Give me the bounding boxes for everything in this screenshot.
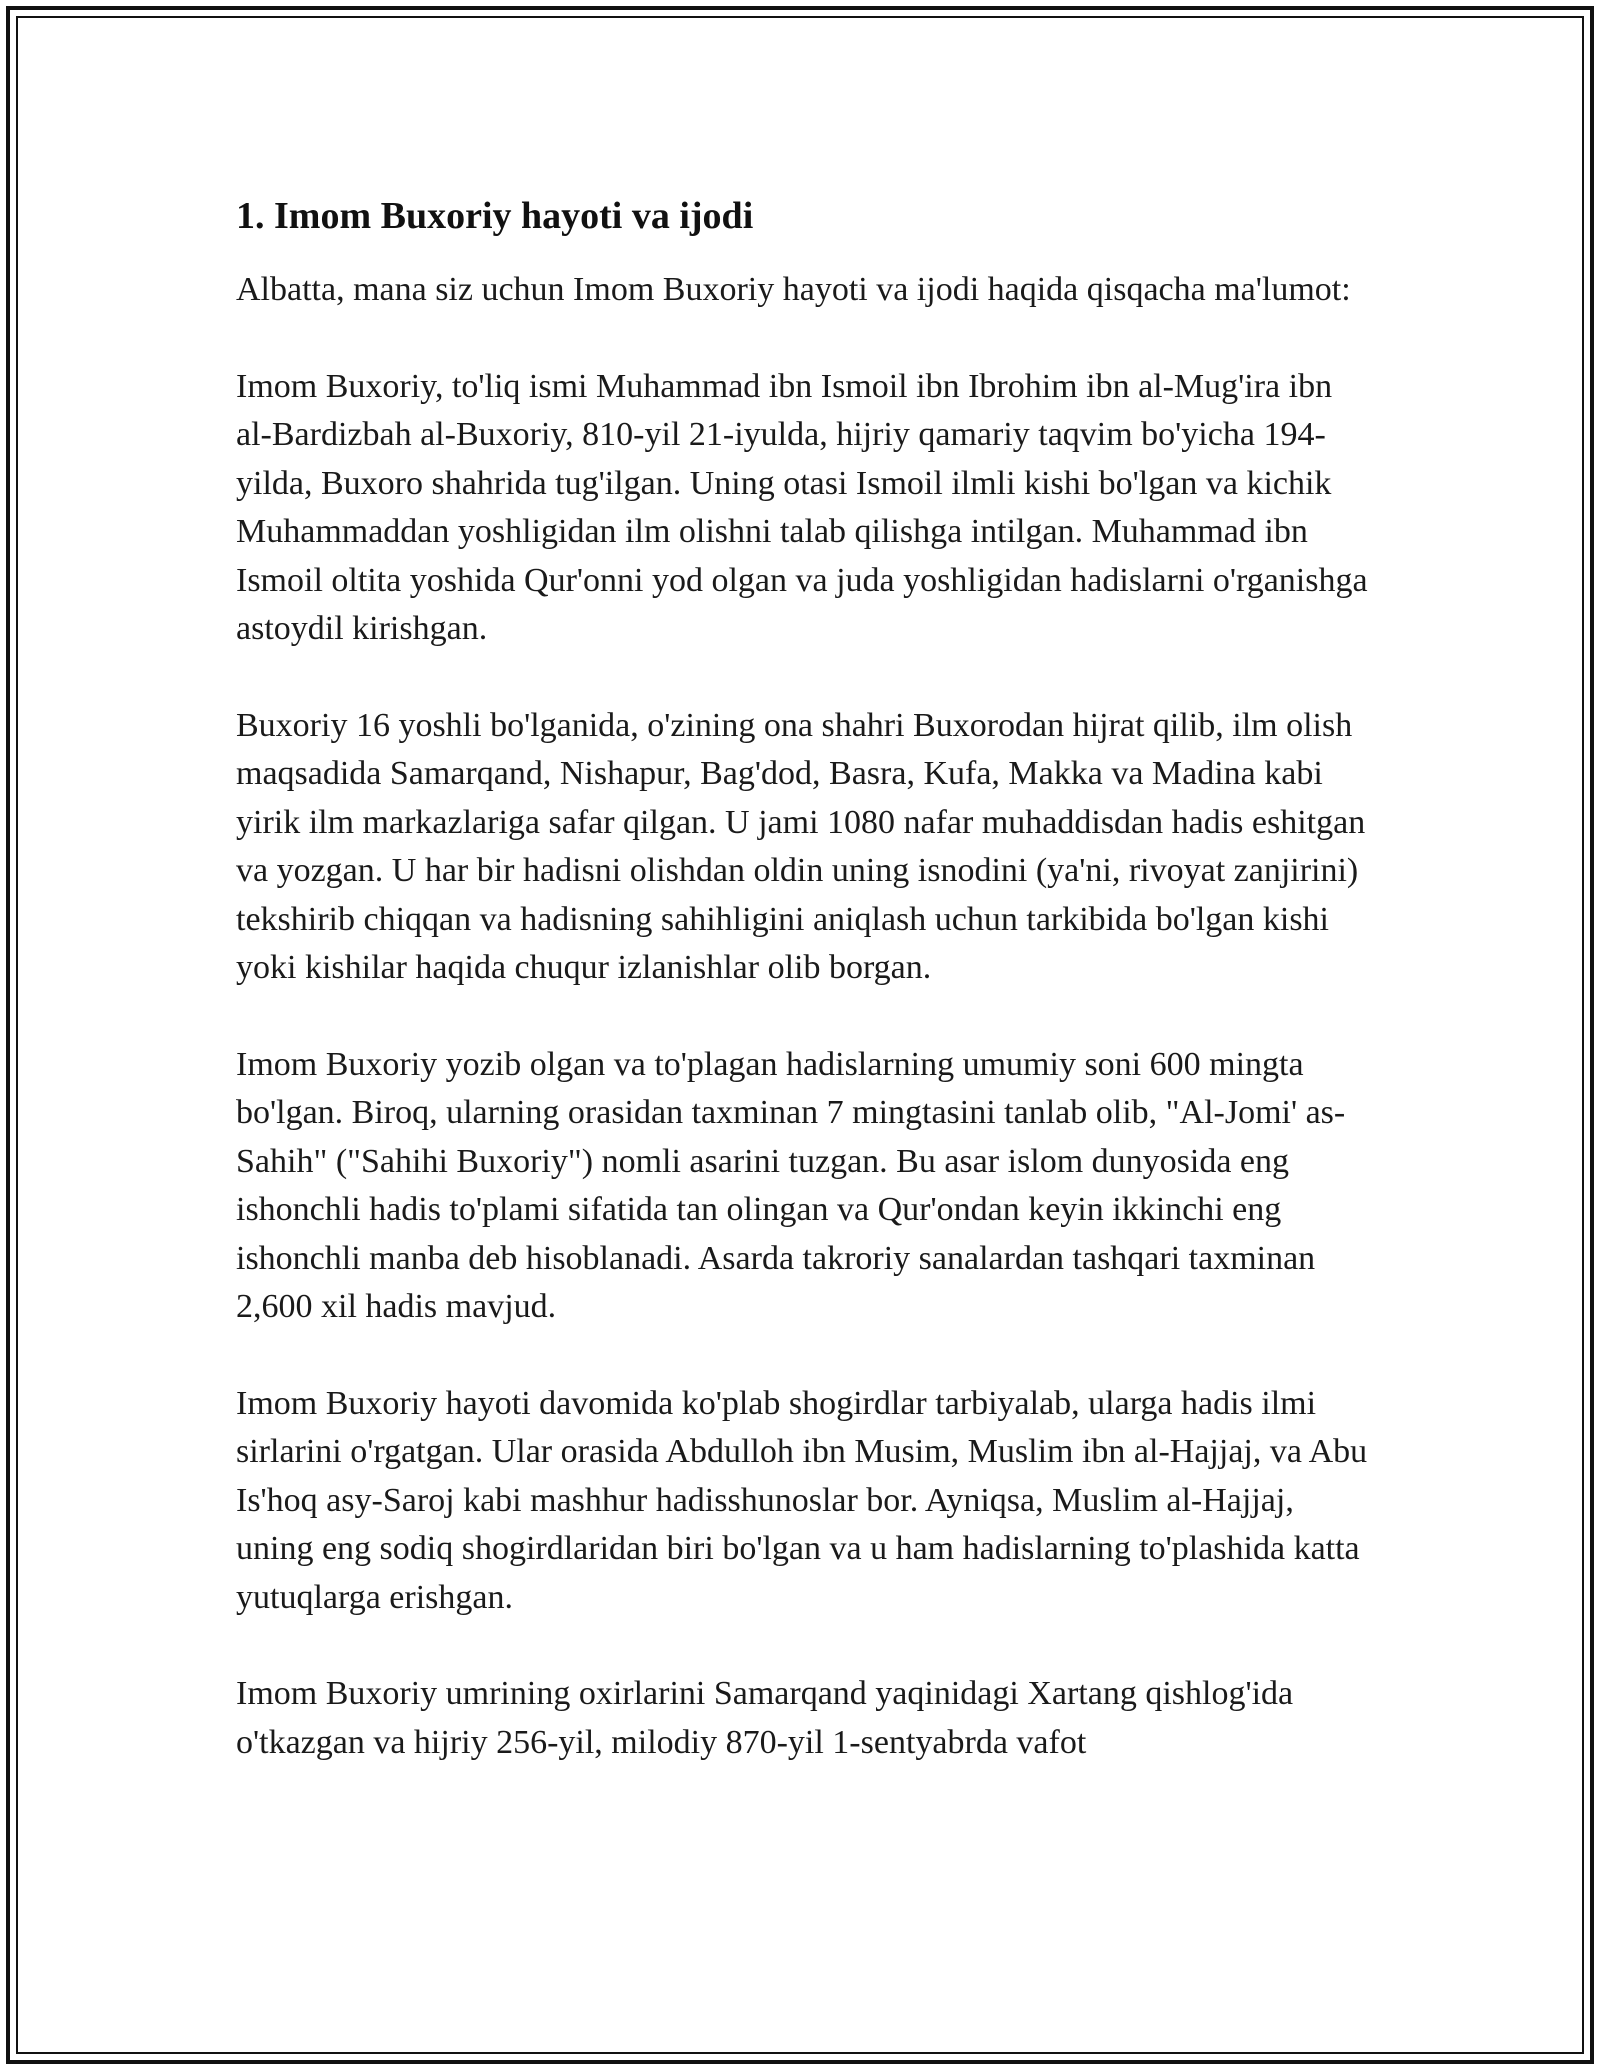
section-heading: 1. Imom Buxoriy hayoti va ijodi [236, 195, 754, 237]
document-body [236, 188, 1372, 1815]
travels-paragraph: Buxoriy 16 yoshli bo'lganida, o'zining ona shahri Buxorodan hijrat qilib, ilm olish maqsadida Samarqand, Nishapur, Bag'dod, Basra, Kufa, Makka va Madina kabi yirik ilm markazlariga safar qilgan. U jami 1080 nafar muhaddisdan hadis eshitgan va yozgan. U har bir hadisni olishdan oldin uning isnodini (ya'ni, rivoyat zanjirini) tekshirib chiqqan va hadisning sahihligini aniqlash uchun tarkibida bo'lgan kishi yoki kishilar haqida chuqur izlanishlar olib borgan. [236, 706, 1366, 986]
sahih-paragraph: Imom Buxoriy yozib olgan va to'plagan hadislarning umumiy soni 600 mingta bo'lgan. Biroq, ularning orasidan taxminan 7 mingtasini tanlab olib, "Al-Jomi' as-Sahih" ("Sahihi Buxoriy") nomli asarini tuzgan. Bu asar islom dunyosida eng ishonchli hadis to'plami sifatida tan olingan va Qur'ondan keyin ikkinchi eng ishonchli manba deb hisoblanadi. Asarda takroriy sanalardan tashqari taxminan 2,600 xil hadis mavjud. [236, 1045, 1346, 1325]
final-years-paragraph: Imom Buxoriy umrining oxirlarini Samarqand yaqinidagi Xartang qishlog'ida o'tkazgan va hijriy 256-yil, milodiy 870-yil 1-sentyabrda vafot [236, 1675, 1294, 1761]
biography-paragraph: Imom Buxoriy, to'liq ismi Muhammad ibn Ismoil ibn Ibrohim ibn al-Mug'ira ibn al-Bardizbah al-Buxoriy, 810-yil 21-iyulda, hijriy qamariy taqvim bo'yicha 194-yilda, Buxoro shahrida tug'ilgan. Uning otasi Ismoil ilmli kishi bo'lgan va kichik Muhammaddan yoshligidan ilm olishni talab qilishga intilgan. Muhammad ibn Ismoil oltita yoshida Qur'onni yod olgan va juda yoshligidan hadislarni o'rganishga astoydil kirishgan. [236, 367, 1368, 647]
students-paragraph: Imom Buxoriy hayoti davomida ko'plab shogirdlar tarbiyalab, ularga hadis ilmi sirlarini o'rgatgan. Ular orasida Abdulloh ibn Musim, Muslim ibn al-Hajjaj, va Abu Is'hoq asy-Saroj kabi mashhur hadisshunoslar bor. Ayniqsa, Muslim al-Hajjaj, uning eng sodiq shogirdlaridan biri bo'lgan va u ham hadislarning to'plashida katta yutuqlarga erishgan. [236, 1384, 1368, 1616]
intro-paragraph: Albatta, mana siz uchun Imom Buxoriy hayoti va ijodi haqida qisqacha ma'lumot: [236, 271, 1351, 308]
